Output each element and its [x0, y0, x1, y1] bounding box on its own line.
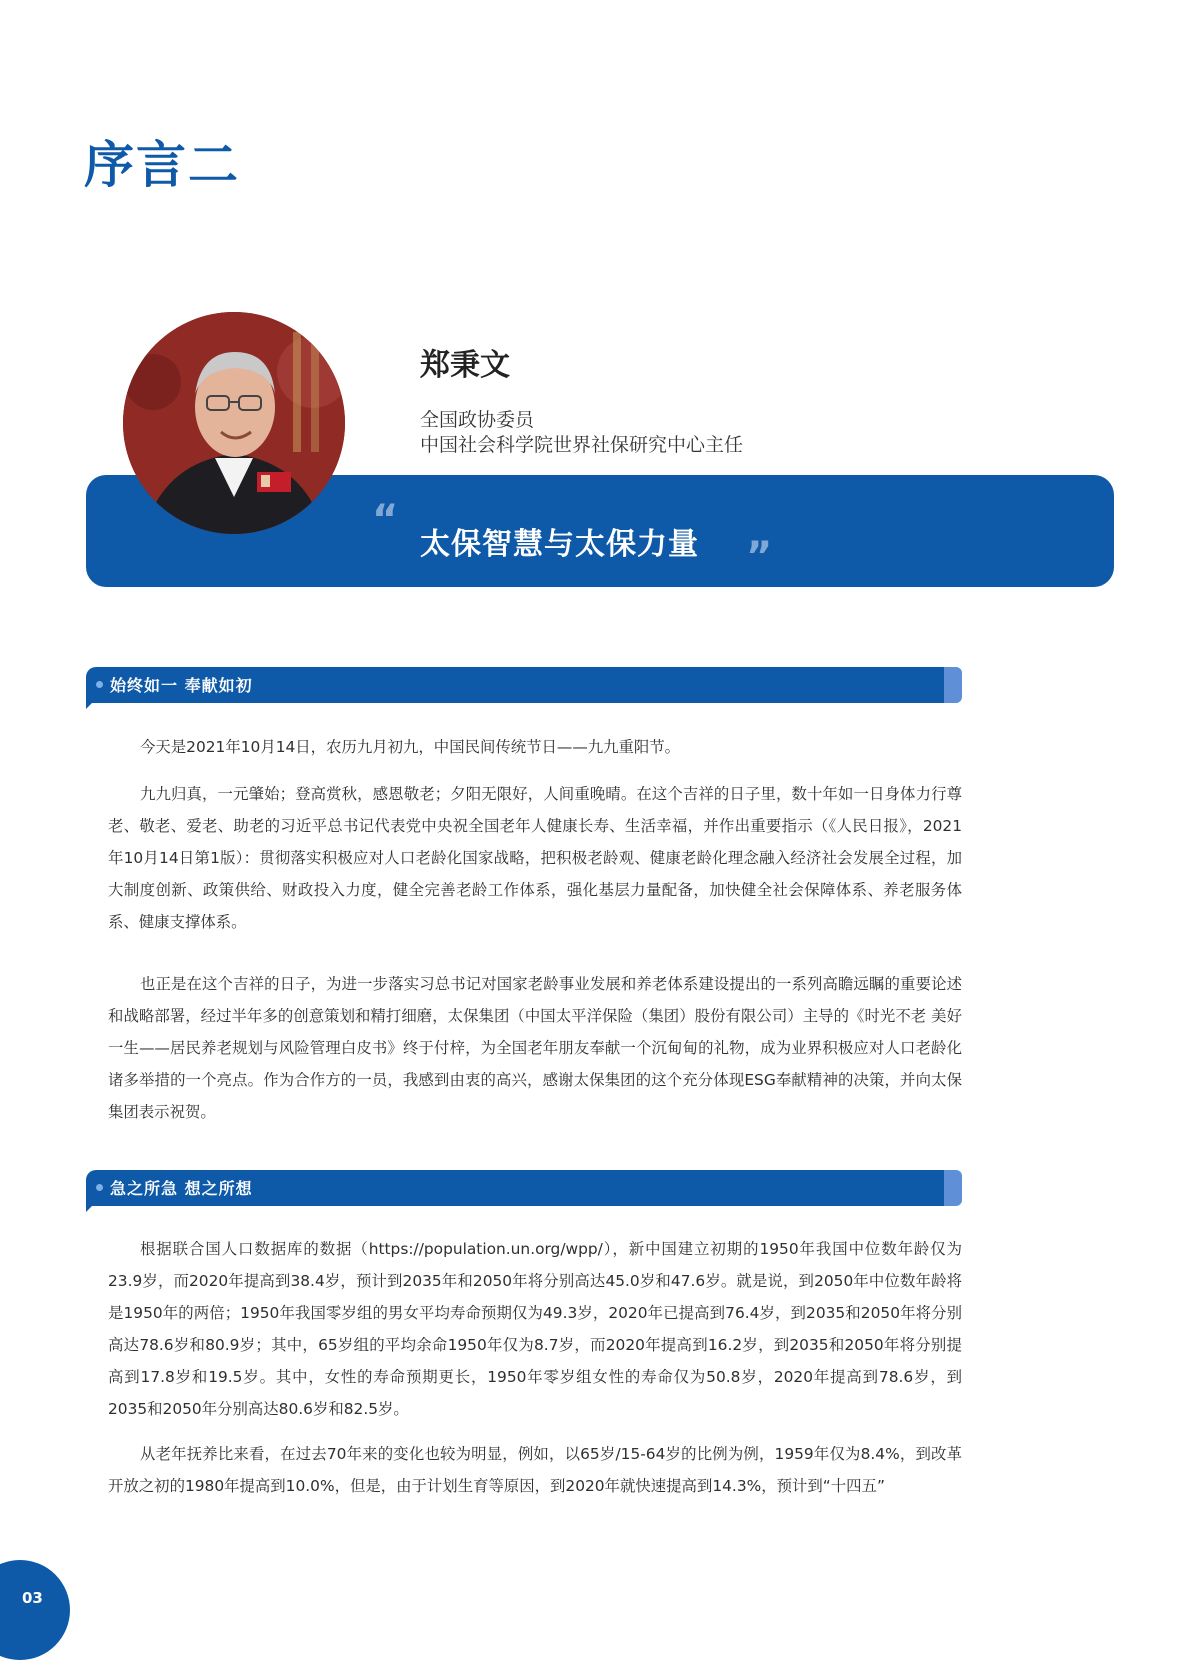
section-header-1 [86, 667, 962, 703]
close-quote-mark: ” [746, 534, 773, 580]
author-portrait [123, 312, 345, 534]
paragraph: 也正是在这个吉祥的日子，为进一步落实习总书记对国家老龄事业发展和养老体系建设提出的一系列高瞻远瞩的重要论述和战略部署，经过半年多的创意策划和精打细磨，太保集团（中国太平洋保险（集团）股份有限公司）主导的《时光不老 美好一生——居民养老规划与风险管理白皮书》终于付梓，为全国老年朋友奉献一个沉甸甸的礼物，成为业界积极应对人口老龄化诸多举措的一个亮点。作为合作方的一员，我感到由衷的高兴，感谢太保集团的这个充分体现ESG奉献精神的决策，并向太保集团表示祝贺。 [108, 975, 962, 1121]
section-title-2: 急之所急 想之所想 [110, 1179, 253, 1198]
page-title: 序言二 [84, 136, 240, 194]
author-role-2: 中国社会科学院世界社保研究中心主任 [420, 434, 744, 456]
bullet-dot-icon [96, 681, 103, 688]
paragraph: 今天是2021年10月14日，农历九月初九，中国民间传统节日——九九重阳节。 [140, 738, 681, 756]
banner-quote: 太保智慧与太保力量 [420, 527, 699, 562]
page-number-badge [0, 1560, 70, 1660]
paragraph: 从老年抚养比来看，在过去70年来的变化也较为明显，例如，以65岁/15-64岁的比例为例，1959年仅为8.4%，到改革开放之初的1980年提高到10.0%，但是，由于计划生育等原因，到2020年就快速提高到14.3%，预计到“十四五” [108, 1445, 962, 1495]
author-name: 郑秉文 [420, 348, 510, 383]
author-role-1: 全国政协委员 [420, 409, 535, 431]
section-title-1: 始终如一 奉献如初 [110, 676, 253, 695]
bullet-dot-icon [96, 1184, 103, 1191]
open-quote-mark: “ [372, 497, 399, 543]
paragraph: 根据联合国人口数据库的数据（https://population.un.org/wpp/），新中国建立初期的1950年我国中位数年龄仅为23.9岁，而2020年提高到38.4岁，预计到2035年和2050年将分别高达45.0岁和47.6岁。就是说，到2050年中位数年龄将是1950年的两倍；1950年我国零岁组的男女平均寿命预期仅为49.3岁，2020年已提高到76.4岁，到2035和2050年将分别高达78.6岁和80.9岁；其中，65岁组的平均余命1950年仅为8.7岁，而2020年提高到16.2岁，到2035和2050年将分别提高到17.8岁和19.5岁。其中，女性的寿命预期更长，1950年零岁组女性的寿命仅为50.8岁，2020年提高到78.6岁，到2035和2050年分别高达80.6岁和82.5岁。 [108, 1240, 962, 1418]
portrait-illustration [123, 312, 345, 534]
section-header-2 [86, 1170, 962, 1206]
page-number: 03 [22, 1589, 43, 1607]
paragraph: 九九归真，一元肇始；登高赏秋，感恩敬老；夕阳无限好，人间重晚晴。在这个吉祥的日子里，数十年如一日身体力行尊老、敬老、爱老、助老的习近平总书记代表党中央祝全国老年人健康长寿、生活幸福，并作出重要指示（《人民日报》，2021年10月14日第1版）：贯彻落实积极应对人口老龄化国家战略，把积极老龄观、健康老龄化理念融入经济社会发展全过程，加大制度创新、政策供给、财政投入力度，健全完善老龄工作体系，强化基层力量配备，加快健全社会保障体系、养老服务体系、健康支撑体系。 [108, 785, 962, 931]
